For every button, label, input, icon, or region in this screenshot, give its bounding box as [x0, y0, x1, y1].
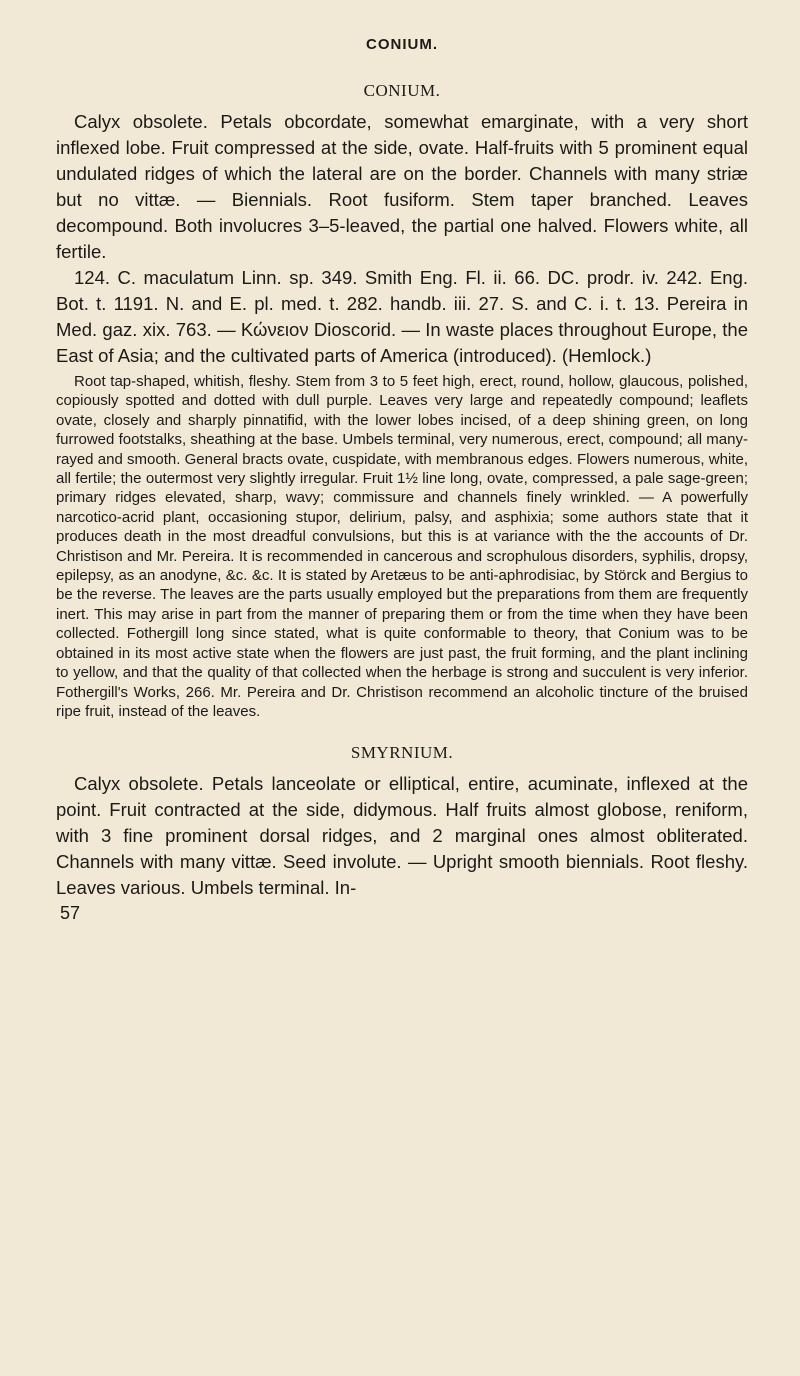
page-number: 57: [60, 903, 81, 924]
running-head: CONIUM.: [366, 36, 438, 53]
genus-description-conium: Calyx obsolete. Petals obcordate, somewhat emarginate, with a very short inflexed lobe. Fruit compressed at the side, ovate. Half-fruits with 5 prominent equal undulated ridges of which the lateral are on the border. Channels with many striæ but no vittæ. — Biennials. Root fusiform. Stem taper branched. Leaves decompound. Both involucres 3–5-leaved, the partial one halved. Flowers white, all fertile.: [56, 111, 748, 262]
species-entry-conium-maculatum: 124. C. maculatum Linn. sp. 349. Smith Eng. Fl. ii. 66. DC. prodr. iv. 242. Eng. Bot. t. 1191. N. and E. pl. med. t. 282. handb. iii. 27. S. and C. i. t. 13. Pereira in Med. gaz. xix. 763. — Κώνειον Dioscorid. — In waste places throughout Europe, the East of Asia; and the cultivated parts of America (introduced). (Hemlock.): [56, 267, 748, 366]
section-title-smyrnium: SMYRNIUM.: [350, 743, 454, 763]
section-title-conium: CONIUM.: [363, 81, 441, 100]
genus-description-smyrnium: Calyx obsolete. Petals lanceolate or elliptical, entire, acuminate, inflexed at the point. Fruit contracted at the side, didymous. Half fruits almost globose, reniform, with 3 fine prominent dorsal ridges, and 2 marginal ones almost obliterated. Channels with many vittæ. Seed involute. — Upright smooth biennials. Root fleshy. Leaves various. Umbels terminal. In-: [56, 773, 748, 899]
species-notes-conium-maculatum: Root tap-shaped, whitish, fleshy. Stem from 3 to 5 feet high, erect, round, hollow, glaucous, polished, copiously spotted and dotted with dull purple. Leaves very large and repeatedly compound; leaflets ovate, closely and sharply pinnatifid, with the lower lobes incised, of a deep shining green, on long furrowed footstalks, sheathing at the base. Umbels terminal, very numerous, erect, compound; all many-rayed and smooth. General bracts ovate, cuspidate, with membranous edges. Flowers numerous, white, all fertile; the outermost very slightly irregular. Fruit 1½ line long, ovate, compressed, a pale sage-green; primary ridges elevated, sharp, wavy; commissure and channels finely wrinkled. — A powerfully narcotico-acrid plant, occasioning stupor, delirium, palsy, and asphixia; some authors state that it produces death in the most dreadful convulsions, but this is at variance with the the accounts of Dr. Christison and Mr. Pereira. It is recommended in cancerous and scrophulous disorders, syphilis, dropsy, epilepsy, as an anodyne, &c. &c. It is stated by Aretæus to be anti-aphrodisiac, by Störck and Bergius to be the reverse. The leaves are the parts usually employed but the preparations from them are frequently inert. This may arise in part from the manner of preparing them or from the time when they have been collected. Fothergill long since stated, what is quite conformable to theory, that Conium was to be obtained in its most active state when the flowers are just past, the fruit forming, and the plant inclining to yellow, and that the quality of that collected when the herbage is strong and succulent is very inferior. Fothergill's Works, 266. Mr. Pereira and Dr. Christison recommend an alcoholic tincture of the bruised ripe fruit, instead of the leaves.: [56, 373, 748, 720]
